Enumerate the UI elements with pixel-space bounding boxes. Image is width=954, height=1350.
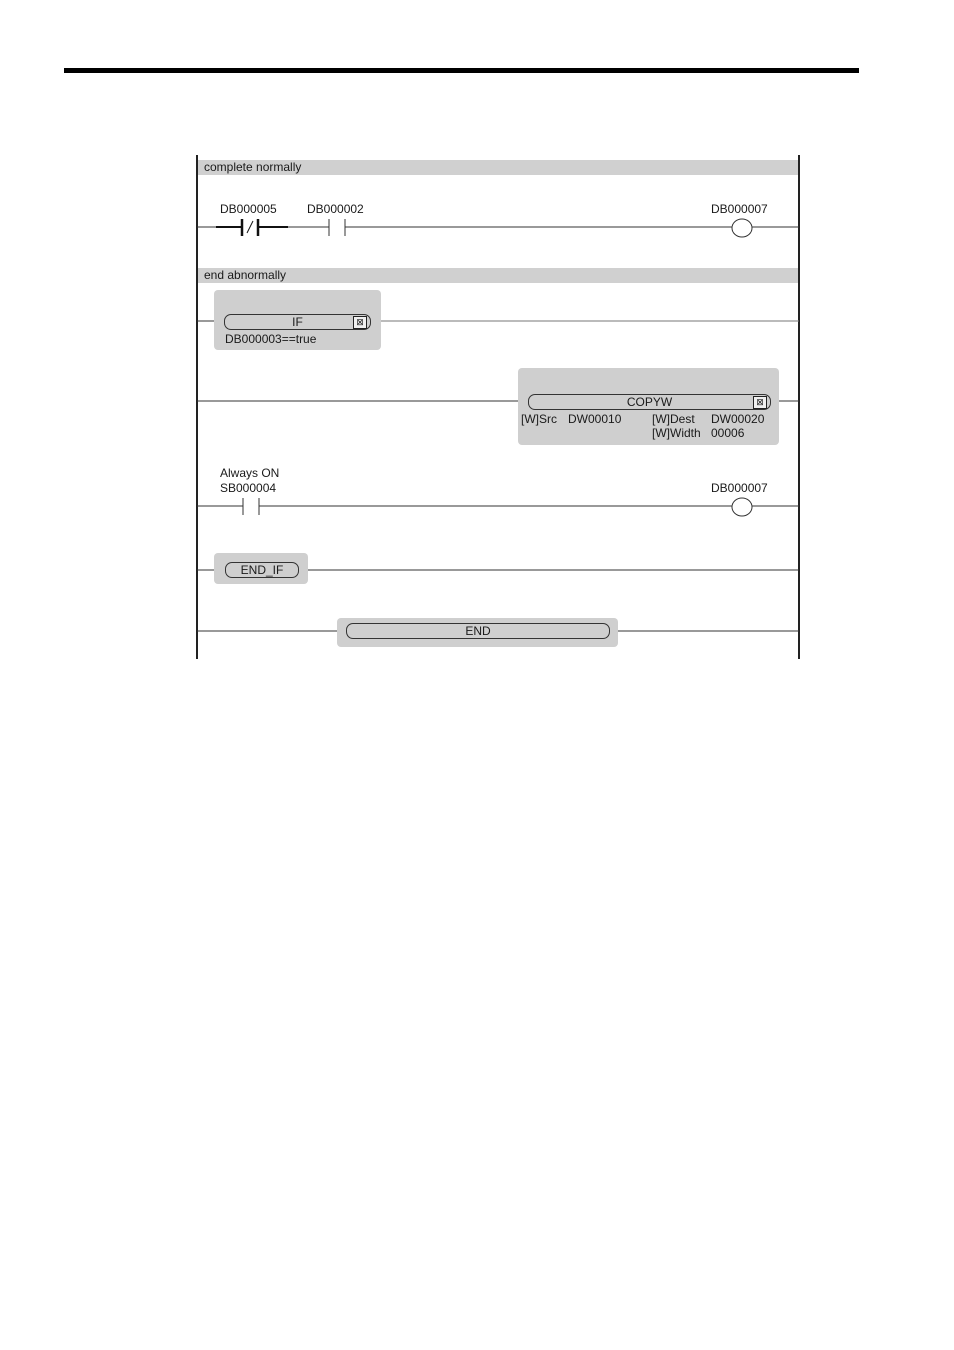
copyw-label: COPYW [626,395,673,409]
always-contact-label: SB000004 [220,481,277,495]
copyw-src-label: [W]Src [521,412,557,426]
section-label: complete normally [204,160,302,174]
copyw-width-label: [W]Width [652,426,701,440]
always-comment: Always ON [220,466,280,480]
copyw-dest-label: [W]Dest [652,412,695,426]
rung1-nc-slash [247,221,253,233]
if-label: IF [292,315,303,329]
section-label: end abnormally [204,268,287,282]
copyw-block[interactable] [518,368,779,445]
copyw-dest-value: DW00020 [711,412,765,426]
rung1-coil [732,219,752,237]
end-if-instruction[interactable]: END_IF [225,562,299,578]
end-if-block[interactable] [214,553,308,584]
if-condition: DB000003==true [225,332,317,346]
expand-icon[interactable]: ⊠ [753,396,767,409]
if-instruction[interactable] [224,314,371,330]
copyw-instruction[interactable] [528,394,771,410]
section-header-abnormal [198,268,798,283]
coil-label: DB000007 [711,202,768,216]
end-instruction[interactable]: END [346,623,610,639]
if-block[interactable] [214,290,381,350]
copyw-width-value: 00006 [711,426,745,440]
contact-nc-label: DB000005 [220,202,277,216]
always-coil-label: DB000007 [711,481,768,495]
expand-icon[interactable]: ⊠ [353,316,367,329]
section-header-complete [198,160,798,175]
always-coil [732,498,752,516]
copyw-src-value: DW00010 [568,412,622,426]
end-block[interactable] [337,618,618,647]
contact-no-label: DB000002 [307,202,364,216]
